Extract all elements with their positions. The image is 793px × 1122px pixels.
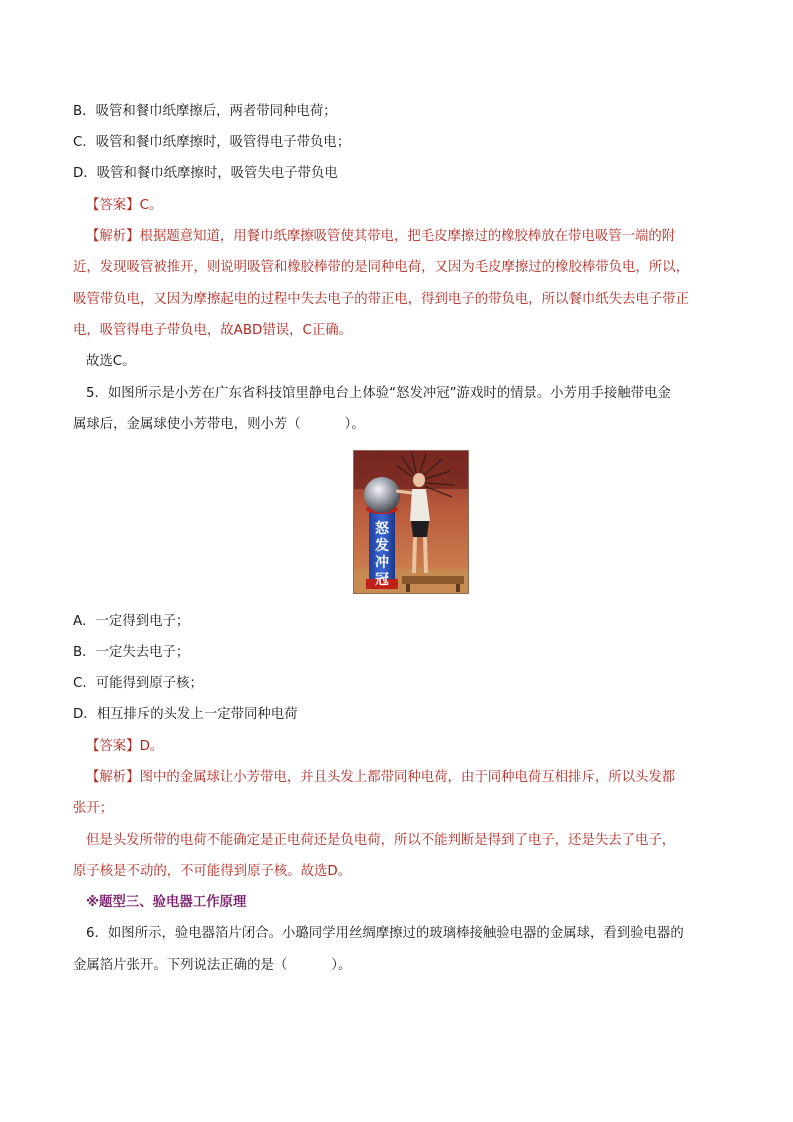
q4-analysis-line-2: 近，发现吸管被推开，则说明吸管和橡胶棒带的是同种电荷，又因为毛皮摩擦过的橡胶棒带负电，所以， (73, 260, 689, 275)
answer-value: D。 (139, 739, 164, 754)
analysis-label: 【解析】 (86, 770, 140, 785)
q5-stem-end: ）。 (344, 417, 365, 432)
q4-analysis-line-3: 吸管带负电，又因为摩擦起电的过程中失去电子的带正电，得到电子的带负电，所以餐巾纸失去电子带正 (73, 292, 689, 307)
q4-option-d: D．吸管和餐巾纸摩擦时，吸管失电子带负电 (73, 166, 338, 181)
q5-stem-line-2 (73, 415, 365, 435)
section-title: ※题型三、验电器工作原理 (86, 895, 247, 910)
q4-answer (86, 196, 162, 216)
q5-answer (86, 737, 163, 757)
q5-option-c: C．可能得到原子核； (73, 676, 203, 691)
q4-option-b: B．吸管和餐巾纸摩擦后，两者带同种电荷； (73, 104, 337, 119)
q4-option-c: C．吸管和餐巾纸摩擦时，吸管得电子带负电； (73, 135, 351, 150)
answer-label: 【答案】 (86, 198, 140, 213)
analysis-label: 【解析】 (86, 229, 140, 244)
q4-conclusion: 故选C。 (86, 354, 136, 369)
answer-value: C。 (139, 198, 163, 213)
q5-analysis-line-4: 原子核是不动的，不可能得到原子核。故选D。 (73, 864, 352, 879)
q6-stem-line-1: 6．如图所示，验电器箔片闭合。小璐同学用丝绸摩擦过的玻璃棒接触验电器的金属球，看到验电器的 (86, 926, 684, 941)
q5-analysis-line-2: 张开； (73, 801, 114, 816)
q6-stem-line-2 (73, 956, 351, 976)
analysis-text: 图中的金属球让小芳带电，并且头发上都带同种电荷，由于同种电荷互相排斥，所以头发都 (139, 770, 676, 785)
q5-stem-text: 属球后，金属球使小芳带电，则小芳（ (73, 417, 301, 432)
q6-stem-end: ）。 (331, 958, 352, 973)
analysis-text: 根据题意知道，用餐巾纸摩擦吸管使其带电，把毛皮摩擦过的橡胶棒放在带电吸管一端的附 (139, 229, 676, 244)
q4-analysis-line-4: 电，吸管得电子带负电，故ABD错误，C正确。 (73, 323, 353, 338)
q5-option-d: D．相互排斥的头发上一定带同种电荷 (73, 707, 298, 722)
photo-banner-text: 怒发冲冠 (375, 521, 389, 588)
q5-option-b: B．一定失去电子； (73, 645, 190, 660)
q4-analysis-line-1 (86, 227, 675, 247)
q5-stem-line-1: 5．如图所示是小芳在广东省科技馆里静电台上体验“怒发冲冠”游戏时的情景。小芳用手接触带电金 (86, 386, 671, 401)
q5-option-a: A．一定得到电子； (73, 614, 190, 629)
answer-label: 【答案】 (86, 739, 140, 754)
q5-analysis-line-3: 但是头发所带的电荷不能确定是正电荷还是负电荷，所以不能判断是得到了电子，还是失去了电子， (86, 833, 676, 848)
static-electricity-photo (353, 450, 469, 594)
q5-analysis-line-1 (86, 768, 675, 788)
q6-stem-text: 金属箔片张开。下列说法正确的是（ (73, 958, 288, 973)
